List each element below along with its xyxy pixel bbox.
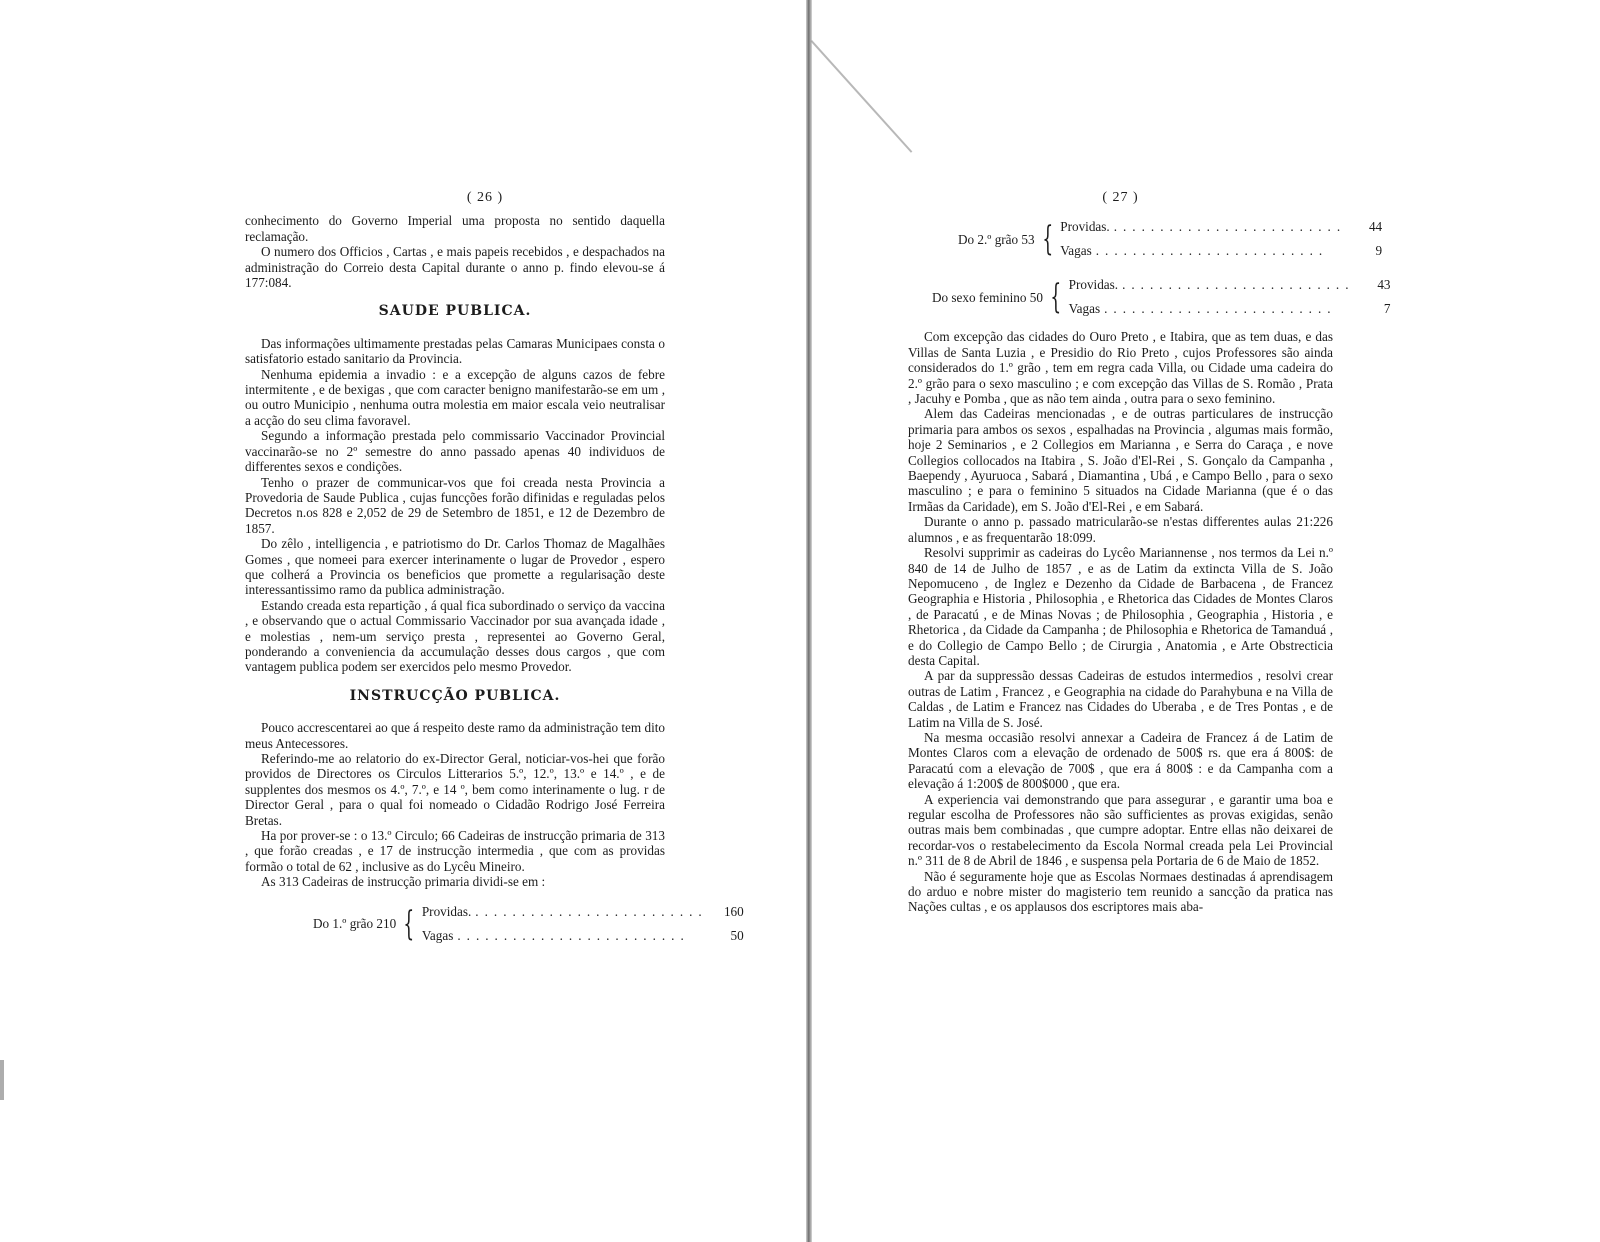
paragraph: A par da suppressão dessas Cadeiras de estudos intermedios , resolvi crear outras de Latim , Francez , e Geographia na cidade do Parahybuna e na Villa de Caldas , de Latim e Francez nas Cidades do Uberaba , e de Tres Pontas , e de Latim na Villa de S. José. [908,668,1333,730]
paragraph: Segundo a informação prestada pelo commissario Vaccinador Provincial vaccinarão-se no 2º semestre do anno passado apenas 40 individuos de differentes sexos e condições. [245,428,665,475]
grade-row [422,900,744,924]
section-heading-instruccao: INSTRUCÇÃO PUBLICA. [349,687,561,704]
grade-row-value: 7 [1383,301,1391,317]
paragraph: Resolvi supprimir as cadeiras do Lycêo Mariannense , nos termos da Lei n.º 840 de 14 de Julho de 1857 , e as de Latim da extincta Villa de S. João Nepomuceno , de Inglez e Dezenho da Cidade de Barbacena , de Francez Geographia e Historia , Philosophia , e Rhetorica das Cidades de Montes Claros , de Paracatú , e de Minas Novas ; de Philosophia , Geographia , Historia , e Rhetorica , da Cidade da Campanha ; de Philosophia e Rhetorica de Tamanduá , e do Collegio de Campo Bello ; de Cirurgia , Anatomia , e Arte Obstrecticia desta Capital. [908,545,1333,668]
paragraph: O numero dos Officios , Cartas , e mais papeis recebidos , e despachados na administração do Correio desta Capital durante o anno p. findo elevou-se á 177:084. [245,244,665,291]
grade-row [1069,273,1391,297]
paragraph: Pouco accrescentarei ao que á respeito deste ramo da administração tem dito meus Antecessores. [245,720,665,751]
paragraph: A experiencia vai demonstrando que para assegurar , e garantir uma boa e regular escolha de Professores não são sufficientes as provas exigidas, senão outras mais bem combinadas , que cumpre adoptar. Entre ellas não deixarei de recordar-vos o restabelecimento da Escola Normal creada pela Lei Provincial n.º 311 de 8 de Abril de 1846 , e suspensa pela Portaria de 6 de Maio de 1852. [908,791,1333,869]
grade-row [422,924,744,948]
leader-dots: ......................... [1095,243,1329,259]
grade-table-1 [313,900,744,948]
paragraph: Nenhuma epidemia a invadio : e a excepção de alguns cazos de febre intermitente , e de bexigas , que com caracter benigno manifestarão-se em um , ou outro Municipio , nenhuma outra molestia em maior escala veio neutralisar a acção do seu clima favoravel. [245,366,665,428]
grade-row-label: Vagas [1060,243,1092,259]
paragraph: Estando creada esta repartição , á qual fica subordinado o serviço da vaccina , e observando que o actual Commissario Vaccinador por sua avançada idade , e molestias , nem-um serviço presta , representei ao Governo Geral, ponderando a conveniencia da accumulação desses dous cargos , que com vantagem publica podem ser exercidos pelo mesmo Provedor. [245,597,665,675]
paragraph: Ha por prover-se : o 13.º Circulo; 66 Cadeiras de instrucção primaria de 313 , que forão creadas , e 17 de instrucção intermedia , que com as providas formão o total de 62 , inclusive as do Lycêu Mineiro. [245,828,665,874]
grade-row [1060,215,1382,239]
leader-dots: ......................... [1104,301,1337,317]
paragraph: Não é seguramente hoje que as Escolas Normaes destinadas á aprendisagem do arduo e nobre mister do magisterio tem reunido a sancção da pratica nas Nações cultas , e os applausos dos escriptores mais aba- [908,868,1333,915]
grade-row-label: Providas. [1068,277,1119,293]
leader-dots: ......................... [457,927,690,943]
grade-row-value: 9 [1375,243,1383,259]
grade-row-value: 160 [723,903,744,919]
paragraph: As 313 Cadeiras de instrucção primaria dividi-se em : [261,874,546,890]
brace-glyph: { [403,903,415,944]
grade-row-label: Providas. [1060,219,1110,235]
grade-table-3 [932,273,1391,321]
left-page [245,190,744,956]
grade-label: Do 2.º grão 53 [958,231,1035,247]
brace-glyph: { [1042,219,1053,260]
paragraph: Referindo-me ao relatorio do ex-Director Geral, noticiar-vos-hei que forão providos de Directores os Circulos Litterarios 5.º, 12.º, 13.º e 14.º , e de supplentes dos mesmos os 4.º, 7.º, e 14 º, bem como interinamente o lug. r de Director Geral , para o qual foi nomeado o Cidadão Rodrigo José Ferreira Bretas. [245,751,665,828]
paragraph: Com excepção das cidades do Ouro Preto , e Itabira, que as tem duas, e das Villas de Santa Luzia , e Presidio do Rio Preto , cujos Professores são ainda considerados do 1.º grão , tem em regra cada Villa, ou Cidade uma cadeira do 2.º grão para o sexo masculino ; e com excepção das Villas de S. Romão , Prata , Jacuhy e Pomba , que as não tem ainda , outra para o sexo feminino. [908,329,1333,407]
paragraph: conhecimento do Governo Imperial uma proposta no sentido daquella reclamação. [245,213,665,244]
page-number: ( 27 ) [1102,190,1139,205]
leader-dots: ......................... [1122,277,1355,293]
brace-glyph: { [1050,277,1062,318]
right-page [908,190,1391,915]
paragraph: Alem das Cadeiras mencionadas , e de outras particulares de instrucção primaria para ambos os sexos , espalhadas na Provincia , algumas mais formão, hoje 2 Seminarios , e 2 Collegios em Marianna , e Serra do Caraça , e nove Collegios collocados na Itabira , S. João d'El-Rei , S. Gonçalo da Campanha , Baependy , Ayuruoca , Sabará , Diamantina , Ubá , e Campo Bello , para o sexo masculino ; e para o feminino 5 situados na Cidade Marianna (que é o das Irmãas da Caridade), em S. João d'El-Rei , e em Sabará. [908,406,1333,514]
paragraph: Durante o anno p. passado matricularão-se n'estas differentes aulas 21:226 alumnos , e as frequentarão 18:099. [908,514,1333,545]
paragraph: Na mesma occasião resolvi annexar a Cadeira de Francez á de Latim de Montes Claros com a elevação de ordenado de 500$ rs. que era á 800$: de Paracatú com a elevação de 700$ , que era á 800$ : e da Campanha com a elevação á 1:200$ de 800$000 , que era. [908,729,1333,792]
paragraph: Do zêlo , intelligencia , e patriotismo do Dr. Carlos Thomaz de Magalhães Gomes , que nomeei para exercer interinamente o lugar de Provedor , espero que colherá a Provincia os beneficios que promette a regularisação deste interessantissimo ramo da publica administração. [245,536,665,598]
grade-row-label: Vagas [1068,301,1101,317]
grade-row-value: 44 [1368,219,1383,235]
leader-dots: ......................... [1113,219,1347,235]
grade-row [1069,297,1391,321]
paragraph: Tenho o prazer de communicar-vos que foi creada nesta Provincia a Provedoria de Saude Publica , cujas funcções forão difinidas e reguladas pelos Decretos n.os 828 e 2,052 de 29 de Setembro de 1851, e 12 de Dezembro de 1857. [245,474,665,536]
grade-label: Do 1.º grão 210 [313,915,397,931]
section-heading-saude: SAUDE PUBLICA. [378,303,532,320]
grade-row-value: 50 [730,927,744,943]
leader-dots: ......................... [475,903,708,919]
grade-row [1060,239,1382,263]
grade-table-2 [958,215,1383,263]
page-number: ( 26 ) [466,190,504,205]
grade-row-label: Providas. [421,903,472,919]
grade-row-label: Vagas [421,927,454,943]
page-edge-mark [0,1060,4,1100]
paragraph: Das informações ultimamente prestadas pelas Camaras Municipaes consta o satisfatorio estado sanitario da Provincia. [245,335,665,367]
grade-label: Do sexo feminino 50 [932,289,1043,305]
book-gutter [806,0,812,1242]
page-fold-mark [811,40,913,153]
grade-row-value: 43 [1377,277,1391,293]
